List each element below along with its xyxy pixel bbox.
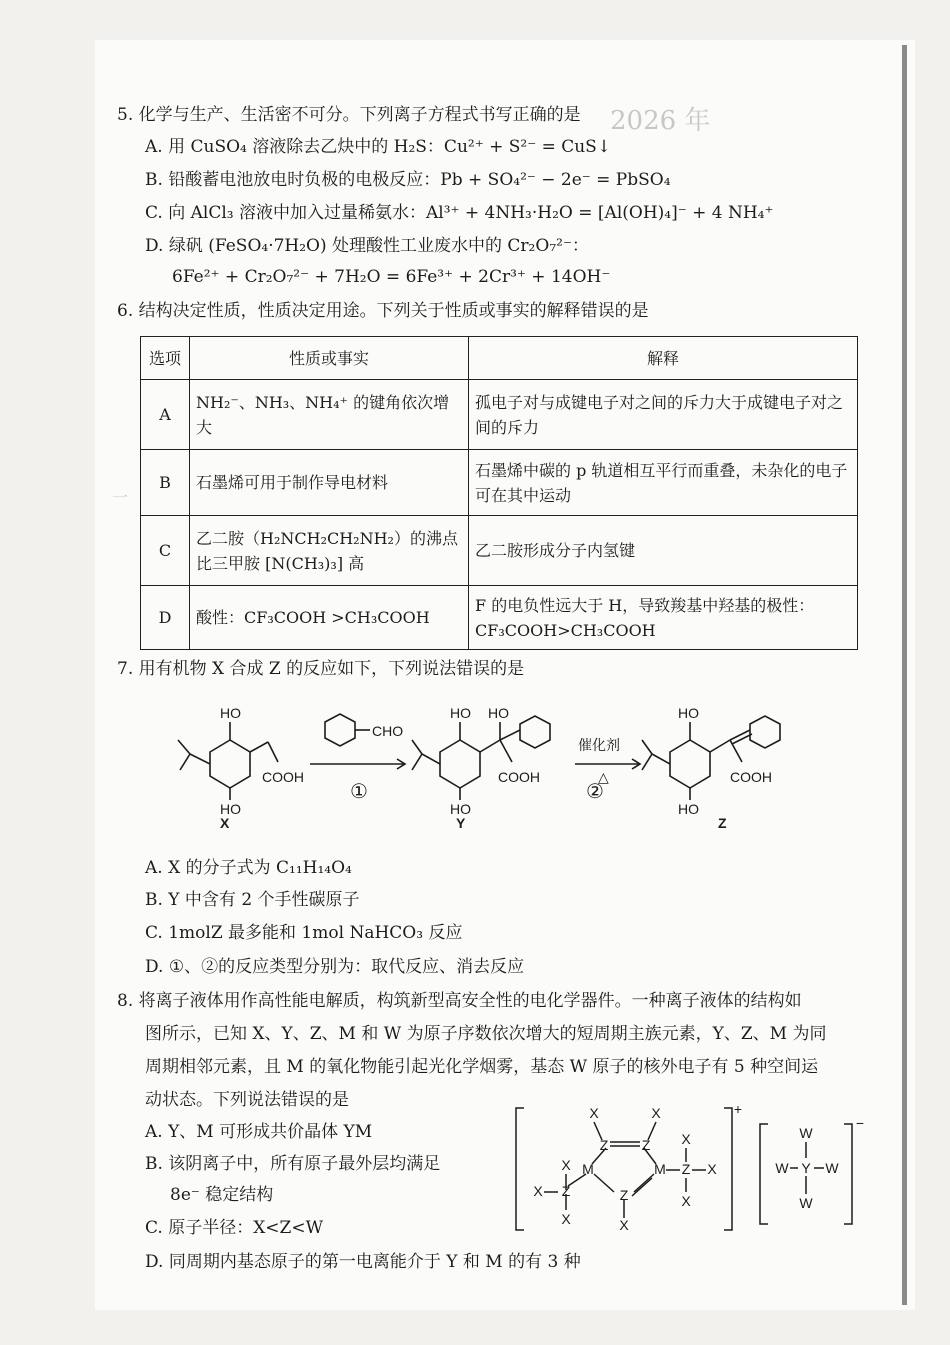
row-explanation: 乙二胺形成分子内氢键	[469, 516, 858, 586]
q8-option-b-cont: 8e⁻ 稳定结构	[170, 1185, 274, 1205]
table-row	[141, 450, 858, 516]
q7-reaction-scheme	[150, 700, 820, 830]
label-ho: HO	[450, 705, 471, 721]
q6-stem: 6. 结构决定性质，性质决定用途。下列关于性质或事实的解释错误的是	[117, 301, 649, 321]
q5-option-a: A. 用 CuSO₄ 溶液除去乙炔中的 H₂S：Cu²⁺ + S²⁻ = CuS↓	[145, 137, 612, 157]
atom-x: X	[533, 1183, 543, 1199]
atom-z: Z	[619, 1187, 629, 1203]
atom-x: X	[589, 1105, 599, 1121]
label-ho: HO	[220, 801, 241, 817]
label-x: X	[220, 815, 230, 830]
table-row	[141, 516, 858, 586]
label-cooh: COOH	[262, 769, 304, 785]
label-y: Y	[456, 815, 466, 830]
row-fact: 石墨烯可用于制作导电材料	[190, 450, 469, 516]
bracket-right	[844, 1124, 852, 1224]
q8-stem-line-1: 8. 将离子液体用作高性能电解质，构筑新型高安全性的电化学器件。一种离子液体的结构如	[117, 991, 802, 1011]
q8-stem-line-4: 动状态。下列说法错误的是	[145, 1090, 349, 1110]
q7-stem: 7. 用有机物 X 合成 Z 的反应如下，下列说法错误的是	[117, 659, 525, 679]
row-option: D	[141, 586, 190, 650]
atom-x: X	[651, 1105, 661, 1121]
q8-ionic-liquid-structure	[510, 1100, 870, 1270]
row-fact: 乙二胺（H₂NCH₂CH₂NH₂）的沸点比三甲胺 [N(CH₃)₃] 高	[190, 516, 469, 586]
header-explanation: 解释	[469, 337, 858, 380]
q7-option-b: B. Y 中含有 2 个手性碳原子	[145, 890, 360, 910]
atom-w: W	[775, 1160, 789, 1176]
q7-option-c: C. 1molZ 最多能和 1mol NaHCO₃ 反应	[145, 923, 463, 943]
row-fact: 酸性：CF₃COOH >CH₃COOH	[190, 586, 469, 650]
atom-z: Z	[641, 1137, 651, 1153]
label-cooh: COOH	[498, 769, 540, 785]
atom-x: X	[707, 1161, 717, 1177]
row-fact: NH₂⁻、NH₃、NH₄⁺ 的键角依次增大	[190, 380, 469, 450]
atom-w: W	[799, 1125, 813, 1141]
row-option: A	[141, 380, 190, 450]
label-catalyst: 催化剂	[578, 737, 620, 753]
molecule-y	[412, 716, 550, 800]
label-ho: HO	[678, 801, 699, 817]
q6-table	[140, 336, 858, 650]
molecule-x	[178, 722, 278, 800]
bleed-through-text: 2026 年	[610, 106, 711, 136]
row-explanation: 孤电子对与成键电子对之间的斥力大于成键电子对之间的斥力	[469, 380, 858, 450]
q8-stem-line-3: 周期相邻元素，且 M 的氧化物能引起光化学烟雾，基态 W 原子的核外电子有 5 种空间运	[145, 1057, 819, 1077]
page-edge-shadow	[902, 45, 907, 1305]
table-row	[141, 380, 858, 450]
table-header-row	[141, 337, 858, 380]
q7-option-a: A. X 的分子式为 C₁₁H₁₄O₄	[145, 858, 352, 878]
bracket-left	[516, 1108, 524, 1230]
charge-plus: +	[733, 1101, 743, 1117]
charge-minus: −	[855, 1115, 865, 1131]
bleed-through-text: 一	[112, 488, 129, 507]
label-cho: CHO	[372, 723, 404, 739]
label-step-2: ②	[586, 781, 604, 803]
header-fact: 性质或事实	[190, 337, 469, 380]
atom-y: Y	[801, 1160, 811, 1176]
q8-option-c: C. 原子半径：X<Z<W	[145, 1218, 324, 1238]
bracket-left	[760, 1124, 768, 1224]
row-explanation: F 的电负性远大于 H，导致羧基中羟基的极性：CF₃COOH>CH₃COOH	[469, 586, 858, 650]
label-heat: △	[598, 769, 609, 785]
atom-x: X	[561, 1157, 571, 1173]
row-option: B	[141, 450, 190, 516]
atom-x: X	[561, 1211, 571, 1227]
table-row	[141, 586, 858, 650]
q5-stem: 5. 化学与生产、生活密不可分。下列离子方程式书写正确的是	[117, 105, 581, 125]
label-step-1: ①	[350, 781, 368, 803]
benzaldehyde-ring	[325, 714, 355, 746]
label-z: Z	[718, 815, 727, 830]
row-explanation: 石墨烯中碳的 p 轨道相互平行而重叠，未杂化的电子可在其中运动	[469, 450, 858, 516]
atom-z: Z	[599, 1137, 609, 1153]
label-ho: HO	[678, 705, 699, 721]
q5-option-d: D. 绿矾 (FeSO₄·7H₂O) 处理酸性工业废水中的 Cr₂O₇²⁻：	[145, 236, 589, 256]
atom-x: X	[681, 1193, 691, 1209]
q5-option-c: C. 向 AlCl₃ 溶液中加入过量稀氨水：Al³⁺ + 4NH₃·H₂O = [Al(OH)₄]⁻ + 4 NH₄⁺	[145, 203, 774, 223]
header-option: 选项	[141, 337, 190, 380]
q7-option-d: D. ①、②的反应类型分别为：取代反应、消去反应	[145, 957, 525, 977]
atom-z: Z	[681, 1161, 691, 1177]
label-ho: HO	[450, 801, 471, 817]
q8-option-a: A. Y、M 可形成共价晶体 YM	[145, 1122, 373, 1142]
label-ho: HO	[220, 705, 241, 721]
molecule-z	[642, 716, 780, 800]
atom-m: M	[582, 1161, 594, 1177]
bracket-right	[724, 1108, 732, 1230]
atom-z: Z	[561, 1183, 571, 1199]
atom-m: M	[654, 1161, 666, 1177]
q5-option-b: B. 铅酸蓄电池放电时负极的电极反应：Pb + SO₄²⁻ − 2e⁻ = PbSO₄	[145, 170, 671, 190]
label-ho: HO	[488, 705, 509, 721]
atom-x: X	[681, 1131, 691, 1147]
atom-w: W	[825, 1160, 839, 1176]
q8-option-d: D. 同周期内基态原子的第一电离能介于 Y 和 M 的有 3 种	[145, 1252, 581, 1272]
atom-x: X	[619, 1217, 629, 1233]
label-cooh: COOH	[730, 769, 772, 785]
q5-option-d-equation: 6Fe²⁺ + Cr₂O₇²⁻ + 7H₂O = 6Fe³⁺ + 2Cr³⁺ + 14OH⁻	[172, 267, 611, 287]
atom-w: W	[799, 1195, 813, 1211]
row-option: C	[141, 516, 190, 586]
q8-stem-line-2: 图所示，已知 X、Y、Z、M 和 W 为原子序数依次增大的短周期主族元素，Y、Z、M 为同	[145, 1024, 827, 1044]
q8-option-b: B. 该阴离子中，所有原子最外层均满足	[145, 1154, 441, 1174]
